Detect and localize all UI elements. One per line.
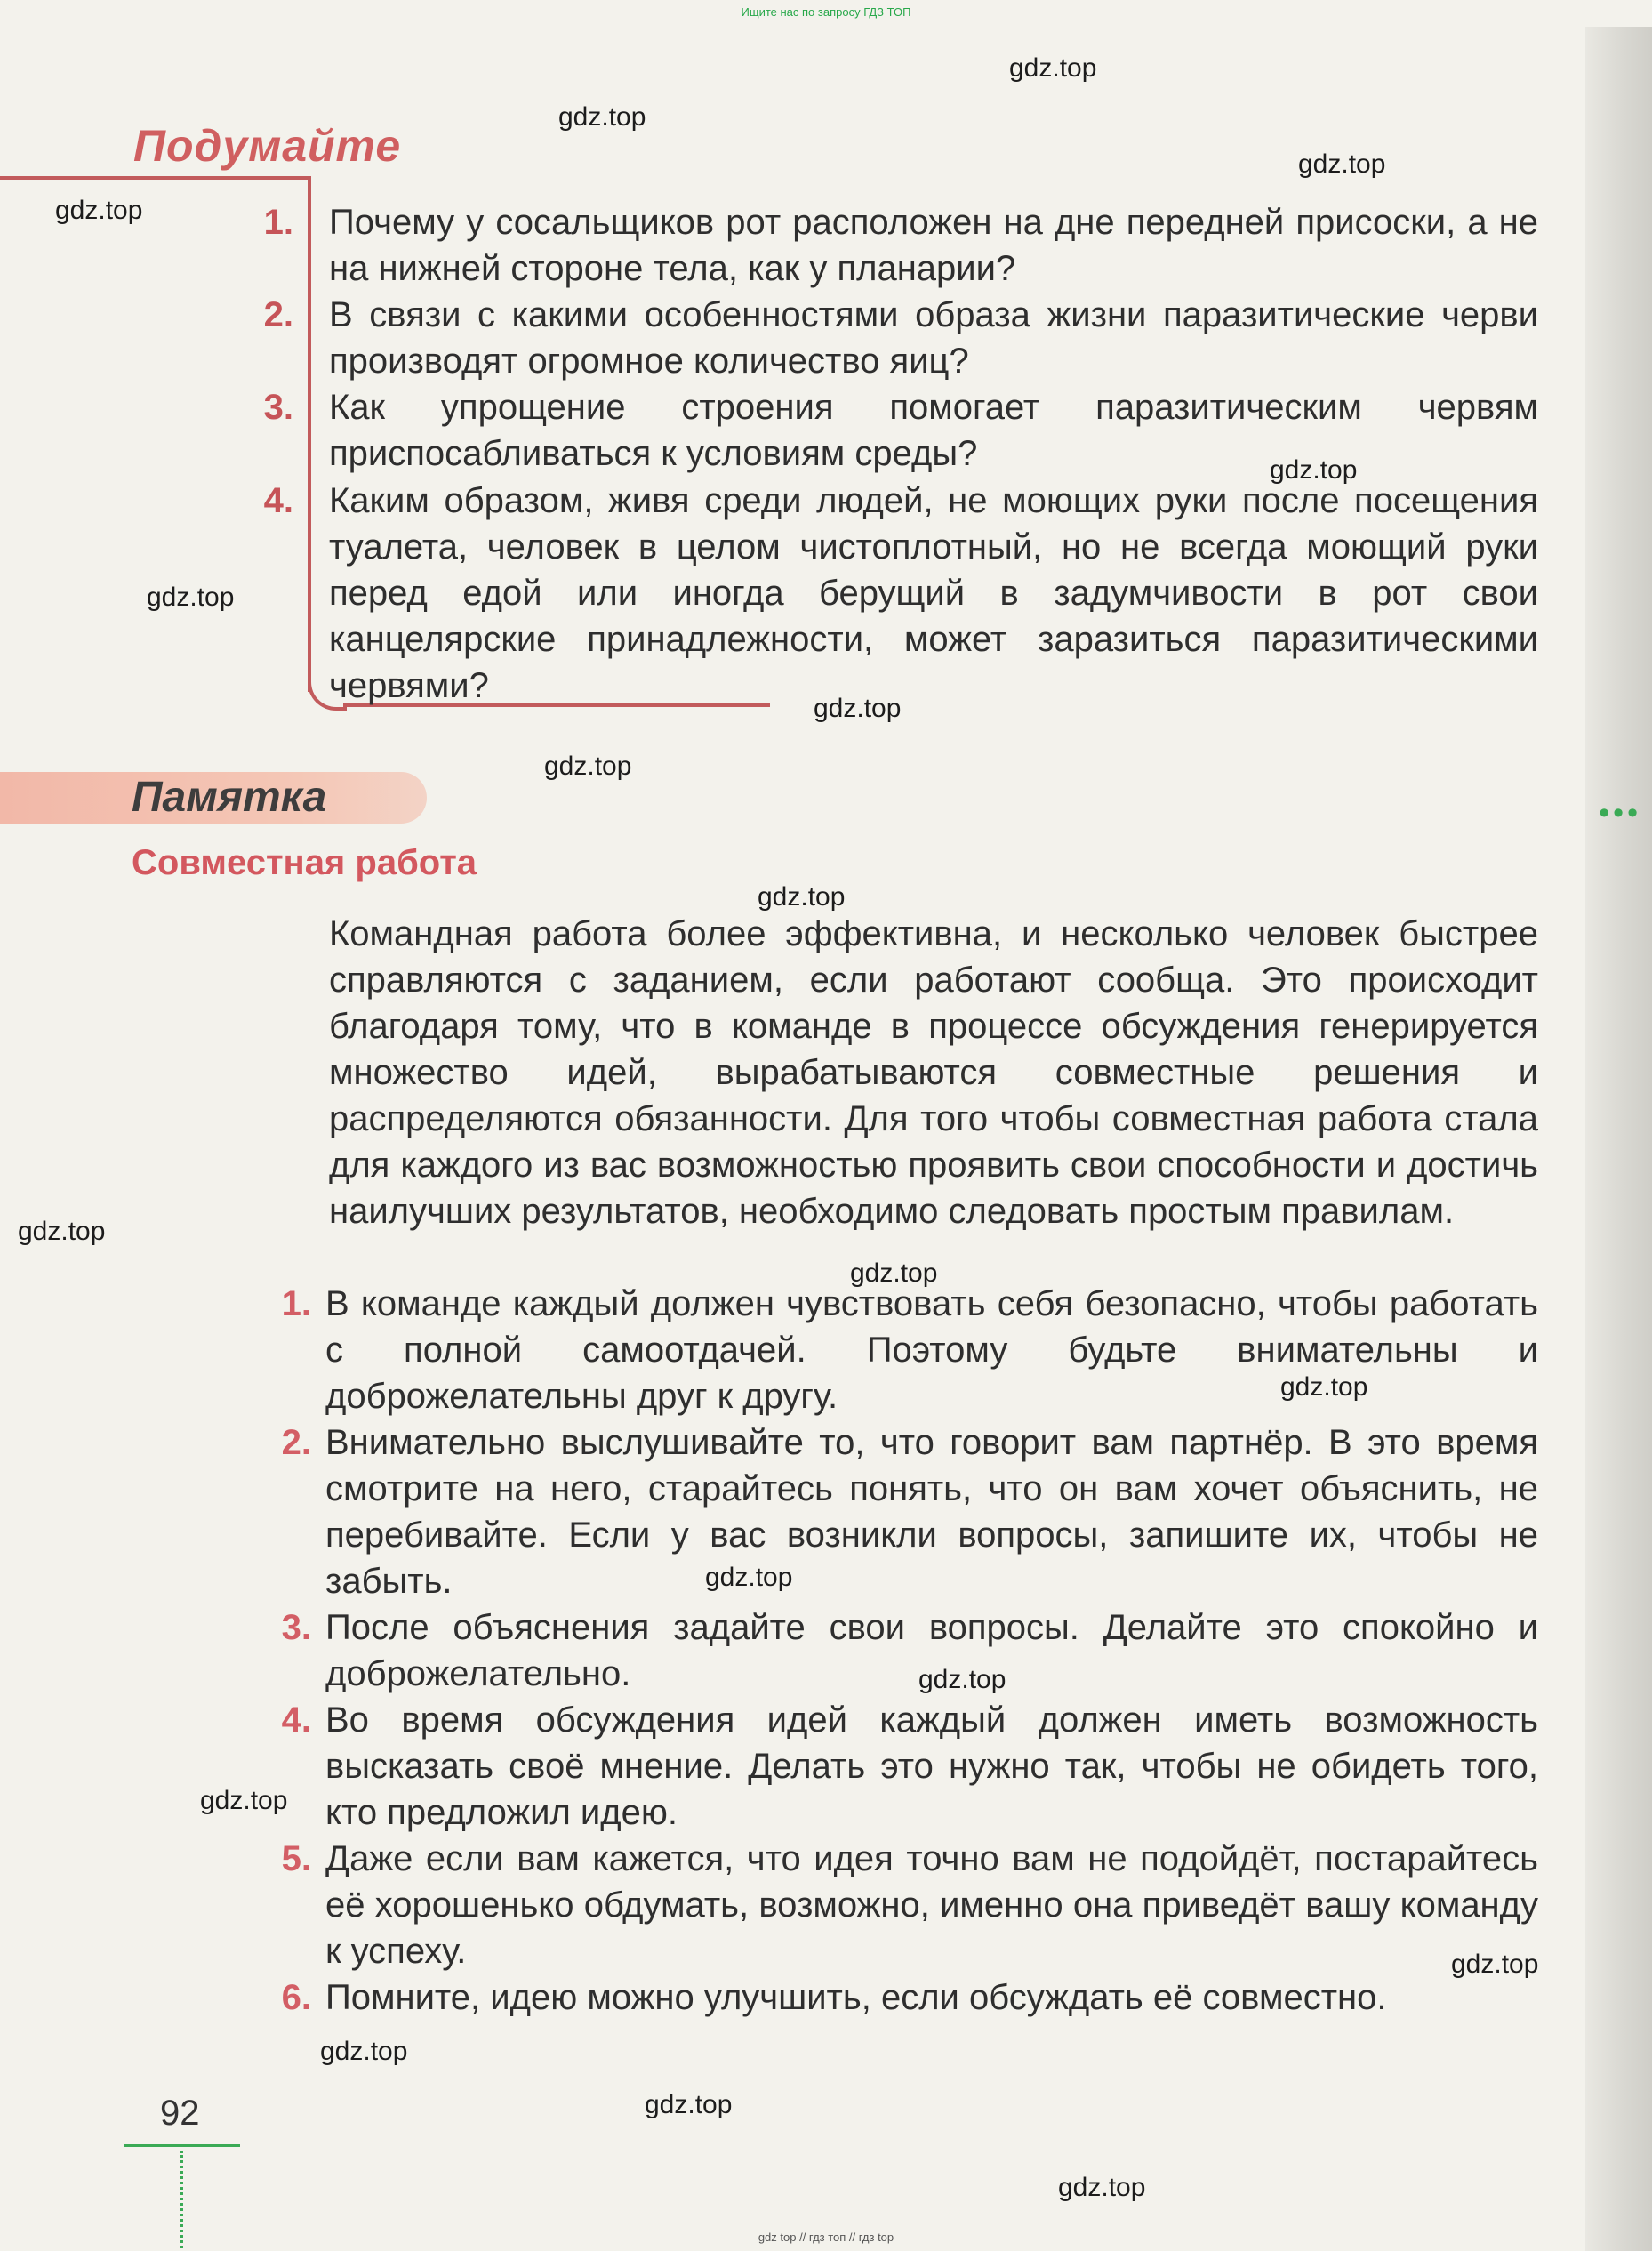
- rule-number: 2.: [281, 1423, 311, 1462]
- question-text: Каким образом, живя среди людей, не моющих руки после посещения туалета, человек в целом чистоплотный, но не всегда моющий руки перед едой или иногда берущий в задумчивости в рот свои канцелярские принадлежности, может заразиться паразитическими червями?: [329, 481, 1538, 705]
- watermark: gdz.top: [705, 1563, 793, 1592]
- question-number: 3.: [263, 388, 293, 427]
- watermark: gdz.top: [1058, 2173, 1146, 2202]
- watermark: gdz.top: [544, 752, 632, 781]
- question-number: 1.: [263, 203, 293, 242]
- question-text: Почему у сосальщиков рот расположен на дне передней присоски, а не на нижней стороне тела, как у планарии?: [329, 203, 1538, 288]
- question-number: 4.: [263, 481, 293, 520]
- rule-text: После объяснения задайте свои вопросы. Делайте это спокойно и доброжелательно.: [325, 1608, 1538, 1693]
- rule-text: Во время обсуждения идей каждый должен иметь возможность высказать своё мнение. Делать это нужно так, чтобы не обидеть того, кто предложил идею.: [325, 1700, 1538, 1832]
- watermark: gdz.top: [814, 694, 902, 723]
- rule-text: Даже если вам кажется, что идея точно вам не подойдёт, постарайтесь её хорошенько обдумать, возможно, именно она приведёт вашу команду к успеху.: [325, 1839, 1538, 1971]
- watermark: gdz.top: [1298, 149, 1386, 179]
- side-dots-marker: •••: [1599, 796, 1641, 830]
- rule-number: 5.: [281, 1839, 311, 1878]
- bottom-note: gdz top // гдз топ // гдз top: [758, 2231, 894, 2244]
- watermark: gdz.top: [1009, 53, 1097, 83]
- watermark: gdz.top: [558, 102, 646, 132]
- watermark: gdz.top: [1270, 455, 1358, 485]
- watermark: gdz.top: [758, 882, 846, 912]
- think-frame-top-line: [0, 176, 311, 180]
- rule-number: 1.: [281, 1284, 311, 1323]
- watermark: gdz.top: [55, 196, 143, 225]
- question-text: Как упрощение строения помогает паразитическим червям приспосабливаться к условиям среды?: [329, 388, 1538, 473]
- memo-intro-paragraph: Командная работа более эффективна, и несколько человек быстрее справляются с заданием, если работают сообща. Это происходит благодаря тому, что в команде в процессе обсуждения генерируется множество идей, вырабатываются совместные решения и распределяются обязанности. Для того чтобы совместная работа стала для каждого из вас возможностью проявить свои способности и достичь наилучших результатов, необходимо следовать простым правилам.: [329, 914, 1538, 1231]
- page-gutter-shadow: [1585, 27, 1652, 2251]
- watermark: gdz.top: [320, 2037, 408, 2066]
- watermark: gdz.top: [147, 583, 235, 612]
- watermark: gdz.top: [1280, 1372, 1368, 1402]
- page-number-underline: [124, 2144, 240, 2147]
- watermark: gdz.top: [645, 2090, 733, 2119]
- rule-number: 6.: [281, 1978, 311, 2017]
- memo-subtitle: Совместная работа: [132, 843, 477, 882]
- rule-number: 3.: [281, 1608, 311, 1647]
- rule-number: 4.: [281, 1700, 311, 1740]
- watermark: gdz.top: [918, 1665, 1006, 1694]
- question-text: В связи с какими особенностями образа жизни паразитические черви производят огромное количество яиц?: [329, 295, 1538, 381]
- watermark: gdz.top: [200, 1786, 288, 1815]
- page-number: 92: [160, 2094, 200, 2133]
- memo-section-title: Памятка: [132, 774, 327, 821]
- watermark: gdz.top: [850, 1258, 938, 1288]
- top-search-note: Ищите нас по запросу ГДЗ ТОП: [741, 5, 911, 19]
- watermark: gdz.top: [18, 1217, 106, 1246]
- think-section-title: Подумайте: [133, 121, 402, 171]
- think-frame-side-line: [308, 176, 311, 692]
- rule-text: Помните, идею можно улучшить, если обсуждать её совместно.: [325, 1978, 1387, 2017]
- rule-text: Внимательно выслушивайте то, что говорит вам партнёр. В это время смотрите на него, старайтесь понять, что он вам хочет объяснить, не перебивайте. Если у вас возникли вопросы, запишите их, чтобы не забыть.: [325, 1423, 1538, 1601]
- question-number: 2.: [263, 295, 293, 334]
- rule-text: В команде каждый должен чувствовать себя безопасно, чтобы работать с полной самоотдачей. Поэтому будьте внимательны и доброжелательны друг к другу.: [325, 1284, 1538, 1416]
- watermark: gdz.top: [1451, 1950, 1539, 1979]
